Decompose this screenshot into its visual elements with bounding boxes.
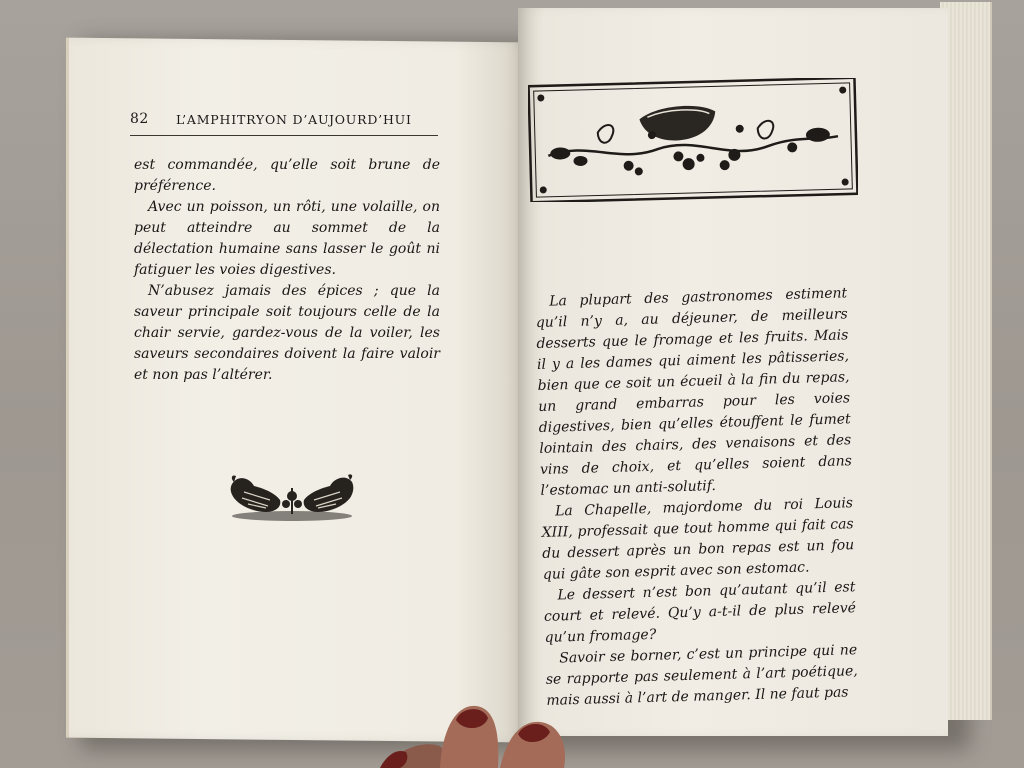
left-page-text (134, 155, 440, 386)
left-paragraph: Avec un poisson, un rôti, une volaille, on peut atteindre au sommet de la délectation humaine sans lasser le goût ni fatiguer les voies digestives. (134, 199, 440, 278)
right-paragraph: La Chapelle, majordome du roi Louis XIII, professait que tout homme qui fait cas du dessert après un bon repas est un fou qui gâte son esprit avec son estomac. (541, 495, 855, 583)
running-head (130, 111, 438, 133)
two-roosters-woodcut-icon (226, 470, 358, 526)
left-page (66, 38, 525, 743)
header-rule (130, 135, 438, 136)
floral-garland-with-bowl-woodcut-icon (528, 78, 858, 202)
left-paragraph: est commandée, qu’elle soit brune de préférence. (134, 157, 440, 194)
hand-holding-book (360, 690, 620, 768)
running-title: L’AMPHITRYON D’AUJOURD’HUI (176, 112, 412, 127)
right-page-text (535, 283, 859, 712)
right-paragraph: Savoir se borner, c’est un principe qui ne se rapporte pas seulement à l’art poétique, mais aussi à l’art de manger. Il ne faut pas (545, 642, 858, 709)
right-paragraph: Le dessert n’est bon qu’autant qu’il est court et relevé. Qu’y a-t-il de plus relevé qu’un fromage? (543, 579, 857, 646)
page-number: 82 (130, 111, 149, 127)
left-paragraph: N’abusez jamais des épices ; que la saveur principale soit toujours celle de la chair servie, gardez-vous de la voiler, les saveurs secondaires doivent la faire valoir et non pas l’altérer. (134, 283, 440, 383)
right-paragraph: La plupart des gastronomes estiment qu’il n’y a, au déjeuner, de meilleurs desserts que le fromage et les fruits. Mais il y a les dames qui aiment les pâtisseries, bien que ce soit un écueil à la fin du repas, un grand embarras pour les voies digestives, bien qu’elles étouffent le fumet lointain des chairs, des venaisons et des vins de choix, et qu’elles soient dans l’estomac un anti-solutif. (535, 285, 853, 499)
